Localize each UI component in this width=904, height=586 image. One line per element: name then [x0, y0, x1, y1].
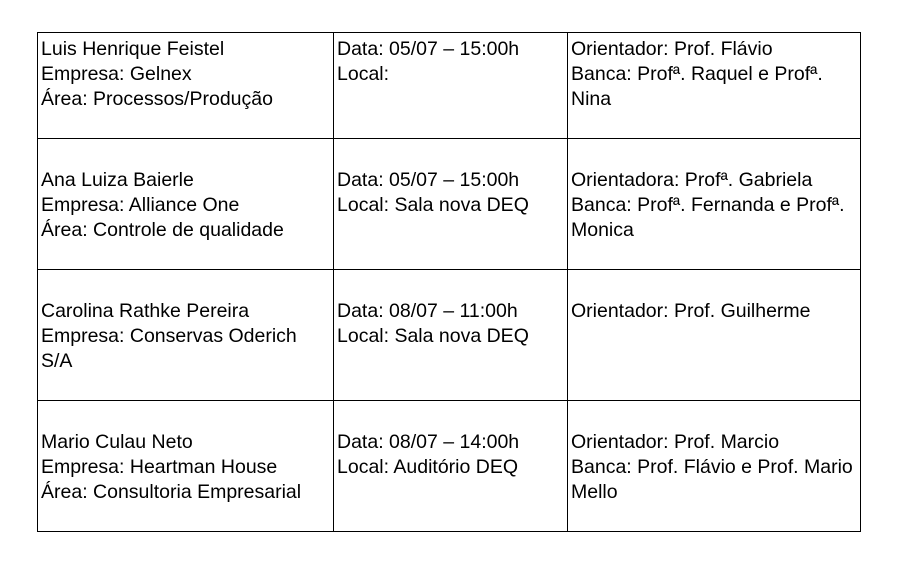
student-name: Luis Henrique Feistel: [41, 38, 225, 60]
committee-cell: [568, 33, 861, 139]
table-row: [38, 270, 861, 401]
advisor: Orientadora: Profª. Gabriela: [571, 169, 813, 191]
student-cell: [38, 139, 334, 270]
student-name: Ana Luiza Baierle: [41, 169, 194, 191]
defense-date: Data: 05/07 – 15:00h: [337, 169, 520, 191]
defense-date: Data: 08/07 – 14:00h: [337, 431, 520, 453]
advisor: Orientador: Prof. Guilherme: [571, 300, 811, 322]
student-name: Carolina Rathke Pereira: [41, 300, 250, 322]
defense-location: Local: Auditório DEQ: [337, 456, 519, 478]
table-row: [38, 33, 861, 139]
committee-cell: [568, 270, 861, 401]
student-company: Empresa: Conservas Oderich S/A: [41, 325, 297, 372]
table-row: [38, 401, 861, 532]
student-name: Mario Culau Neto: [41, 431, 193, 453]
advisor: Orientador: Prof. Flávio: [571, 38, 773, 60]
defense-location: Local: Sala nova DEQ: [337, 194, 529, 216]
student-cell: [38, 33, 334, 139]
defense-location: Local:: [337, 63, 390, 85]
examining-board: Banca: Profª. Fernanda e Profª. Monica: [571, 194, 845, 241]
schedule-cell: [334, 270, 568, 401]
student-company: Empresa: Alliance One: [41, 194, 240, 216]
defense-location: Local: Sala nova DEQ: [337, 325, 529, 347]
schedule-cell: [334, 139, 568, 270]
defense-schedule-table: [37, 32, 861, 532]
student-company: Empresa: Gelnex: [41, 63, 192, 85]
schedule-cell: [334, 33, 568, 139]
defense-date: Data: 05/07 – 15:00h: [337, 38, 520, 60]
student-company: Empresa: Heartman House: [41, 456, 278, 478]
committee-cell: [568, 139, 861, 270]
student-area: Área: Processos/Produção: [41, 88, 273, 110]
table-row: [38, 139, 861, 270]
student-area: Área: Consultoria Empresarial: [41, 481, 302, 503]
student-area: Área: Controle de qualidade: [41, 219, 284, 241]
committee-cell: [568, 401, 861, 532]
advisor: Orientador: Prof. Marcio: [571, 431, 780, 453]
schedule-cell: [334, 401, 568, 532]
defense-date: Data: 08/07 – 11:00h: [337, 300, 518, 322]
examining-board: Banca: Prof. Flávio e Prof. Mario Mello: [571, 456, 853, 503]
student-cell: [38, 401, 334, 532]
student-cell: [38, 270, 334, 401]
examining-board: Banca: Profª. Raquel e Profª. Nina: [571, 63, 823, 110]
